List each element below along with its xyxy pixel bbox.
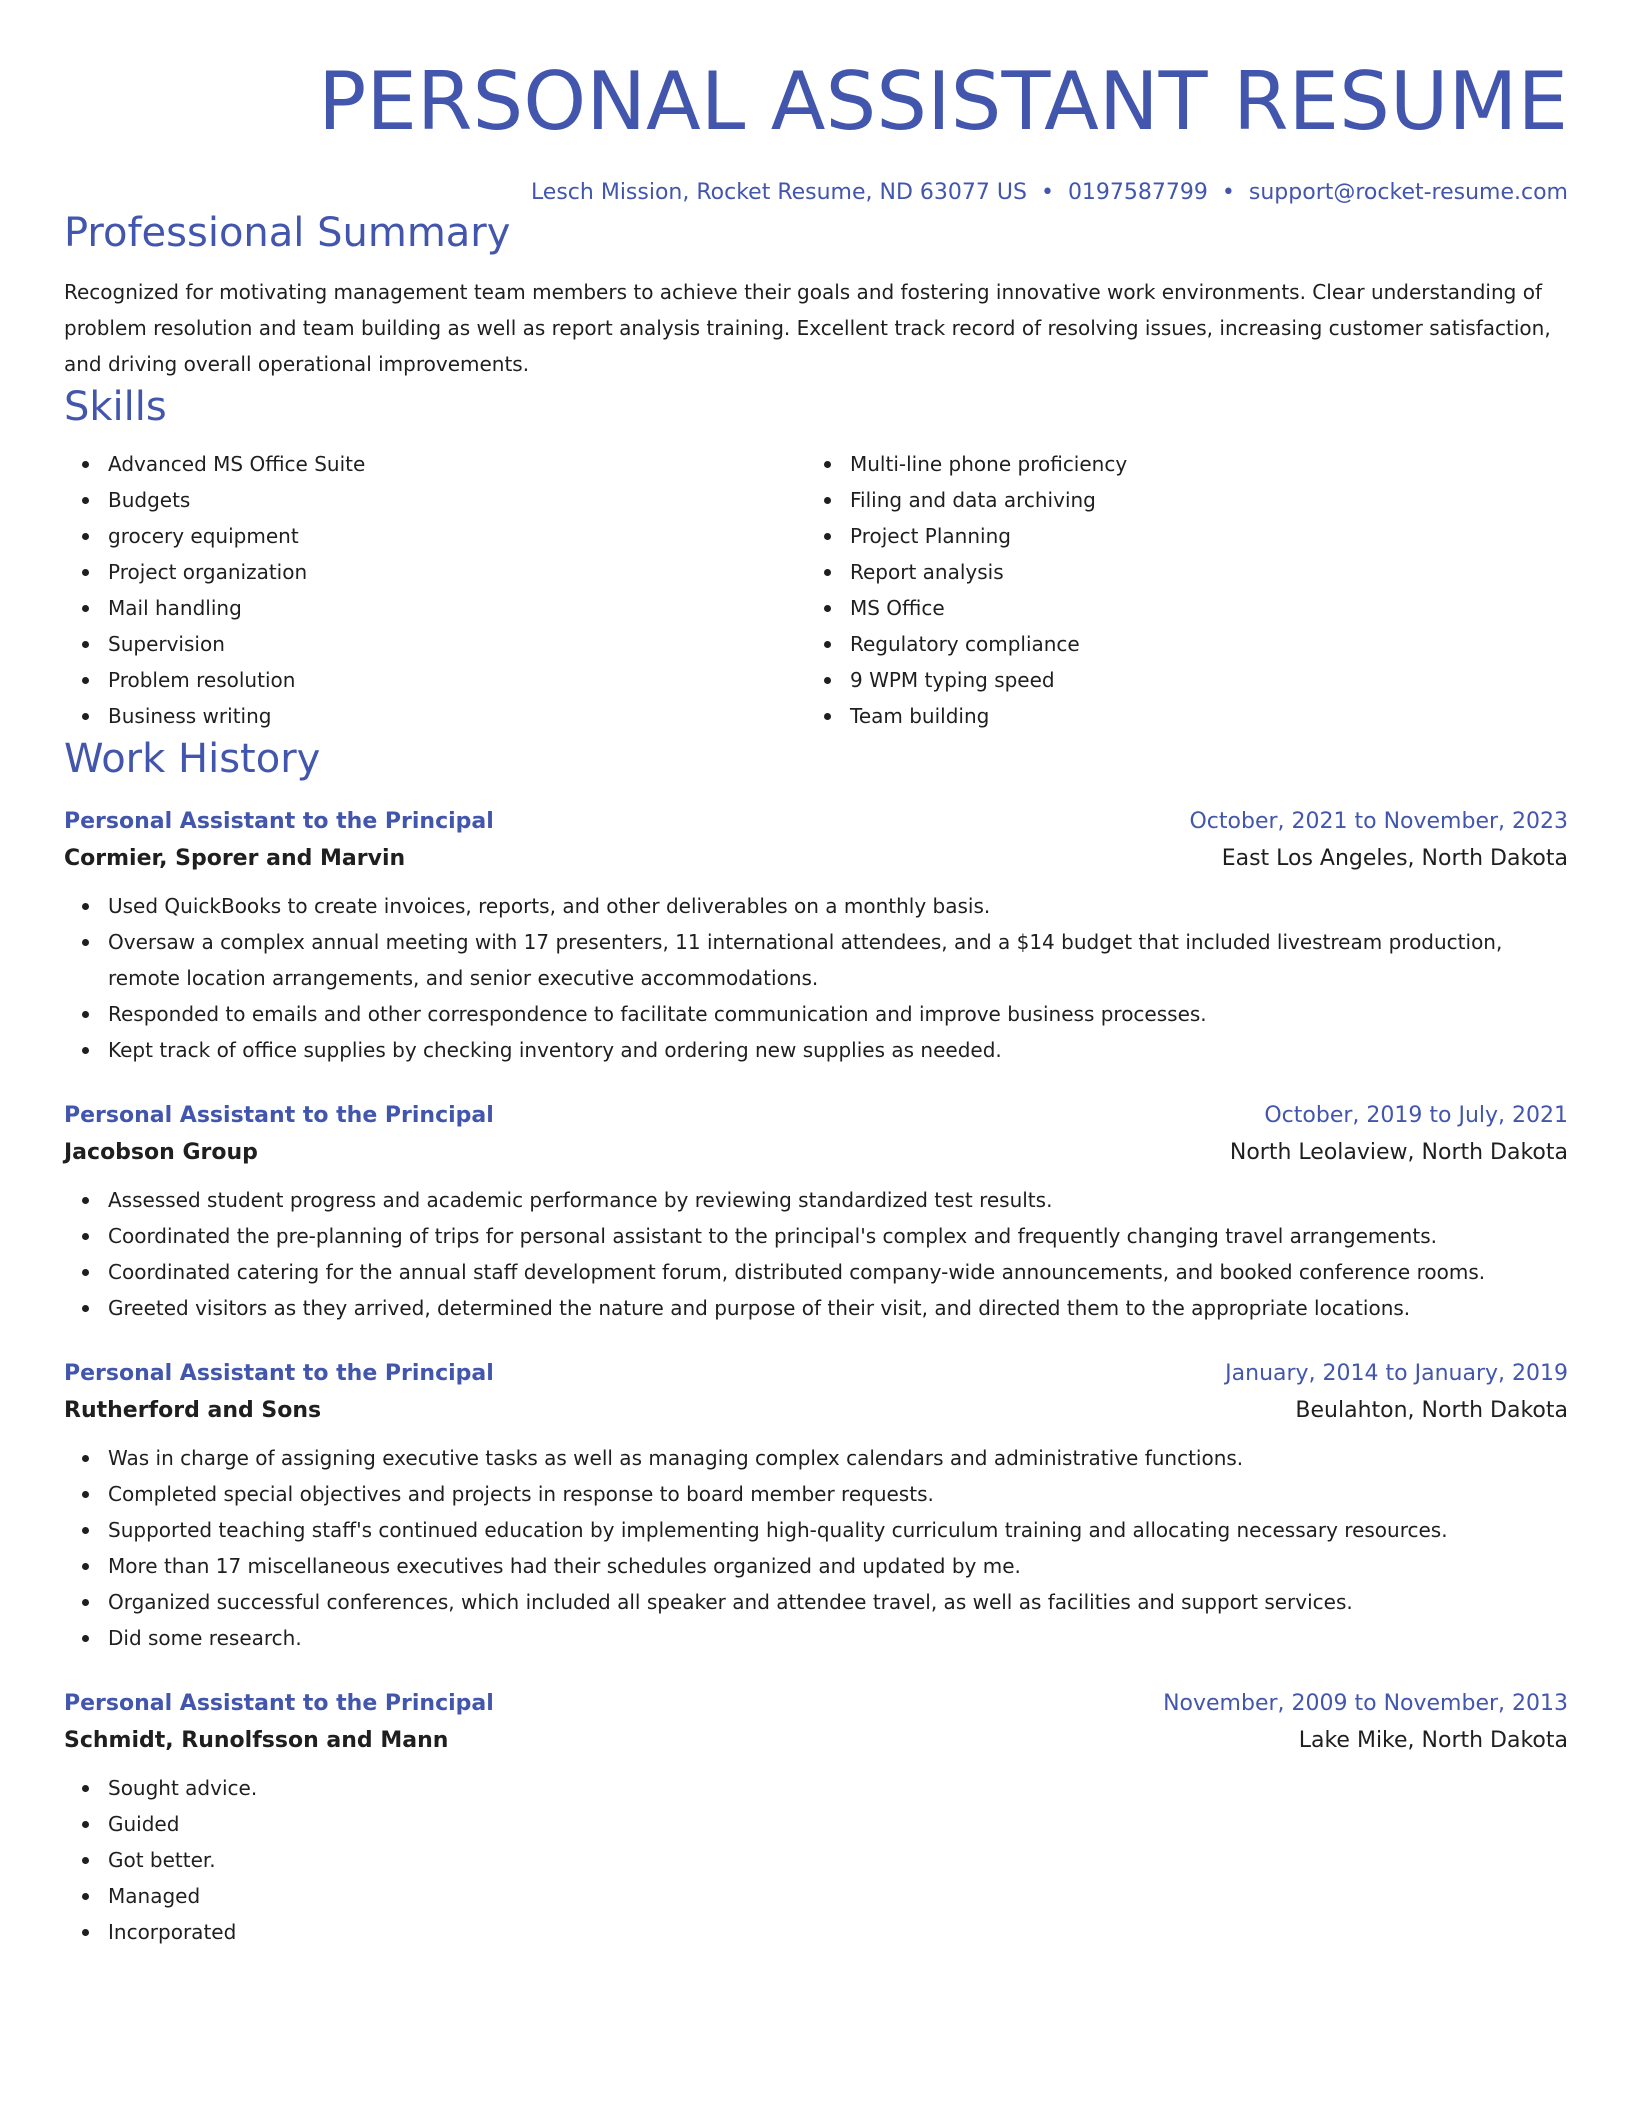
job-company: Rutherford and Sons (64, 1398, 322, 1423)
work-history-heading: Work History (64, 736, 321, 782)
job-header-row (64, 1098, 1568, 1134)
job-duty: Completed special objectives and projects in response to board member requests. (108, 1476, 1568, 1512)
job-entry (64, 1686, 1568, 1950)
bullet-separator: • (1040, 180, 1054, 205)
resume-page (64, 0, 1568, 1950)
job-duty: Assessed student progress and academic performance by reviewing standardized test results. (108, 1182, 1568, 1218)
bullet-separator: • (1221, 180, 1235, 205)
job-duty: Guided (108, 1806, 1568, 1842)
skills-list-left (64, 446, 806, 734)
skill-item: Filing and data archiving (850, 482, 1548, 518)
job-title: Personal Assistant to the Principal (64, 1103, 494, 1128)
job-duty: Oversaw a complex annual meeting with 17 presenters, 11 international attendees, and a $14 budget that included livestream production, remote location arrangements, and senior executive accommodations. (108, 924, 1568, 996)
job-dates: October, 2021 to November, 2023 (1189, 809, 1568, 834)
skill-item: Business writing (108, 698, 806, 734)
job-company: Cormier, Sporer and Marvin (64, 846, 406, 871)
skill-item: Budgets (108, 482, 806, 518)
job-duty: Organized successful conferences, which included all speaker and attendee travel, as well as facilities and support services. (108, 1584, 1568, 1620)
contact-address: Lesch Mission, Rocket Resume, ND 63077 US (530, 180, 1027, 205)
contact-line (64, 178, 1568, 208)
job-entry (64, 1098, 1568, 1326)
job-company: Jacobson Group (64, 1140, 258, 1165)
summary-heading: Professional Summary (64, 210, 511, 256)
job-duty: Incorporated (108, 1914, 1568, 1950)
job-title: Personal Assistant to the Principal (64, 1691, 494, 1716)
job-company-row (64, 1134, 1568, 1172)
skills-columns (64, 446, 1568, 734)
job-location: East Los Angeles, North Dakota (1221, 846, 1568, 871)
job-dates: November, 2009 to November, 2013 (1163, 1691, 1568, 1716)
job-duty: Responded to emails and other correspondence to facilitate communication and improve business processes. (108, 996, 1568, 1032)
job-header-row (64, 1686, 1568, 1722)
skill-item: grocery equipment (108, 518, 806, 554)
skill-item: Project Planning (850, 518, 1548, 554)
skill-item: Supervision (108, 626, 806, 662)
job-dates: January, 2014 to January, 2019 (1225, 1361, 1568, 1386)
job-header-row (64, 804, 1568, 840)
job-duty: Greeted visitors as they arrived, determined the nature and purpose of their visit, and directed them to the appropriate locations. (108, 1290, 1568, 1326)
job-duty: Coordinated catering for the annual staff development forum, distributed company-wide announcements, and booked conference rooms. (108, 1254, 1568, 1290)
job-company-row (64, 840, 1568, 878)
resume-title: PERSONAL ASSISTANT RESUME (318, 55, 1568, 148)
job-duties-list (64, 1182, 1568, 1326)
job-dates: October, 2019 to July, 2021 (1264, 1103, 1568, 1128)
job-duties-list (64, 1440, 1568, 1656)
skill-item: Multi-line phone proficiency (850, 446, 1548, 482)
contact-email[interactable]: support@rocket-resume.com (1248, 180, 1568, 205)
skill-item: Report analysis (850, 554, 1548, 590)
job-title: Personal Assistant to the Principal (64, 809, 494, 834)
job-duties-list (64, 888, 1568, 1068)
skills-heading: Skills (64, 384, 167, 430)
job-location: Lake Mike, North Dakota (1298, 1728, 1568, 1753)
job-duty: Managed (108, 1878, 1568, 1914)
job-company-row (64, 1722, 1568, 1760)
skill-item: MS Office (850, 590, 1548, 626)
skill-item: Problem resolution (108, 662, 806, 698)
job-duty: Sought advice. (108, 1770, 1568, 1806)
job-location: Beulahton, North Dakota (1295, 1398, 1568, 1423)
skill-item: Regulatory compliance (850, 626, 1548, 662)
skill-item: Mail handling (108, 590, 806, 626)
job-duty: More than 17 miscellaneous executives had their schedules organized and updated by me. (108, 1548, 1568, 1584)
job-location: North Leolaview, North Dakota (1229, 1140, 1568, 1165)
contact-phone: 0197587799 (1067, 180, 1208, 205)
skills-list-right (806, 446, 1548, 734)
skill-item: Team building (850, 698, 1548, 734)
job-duty: Was in charge of assigning executive tasks as well as managing complex calendars and administrative functions. (108, 1440, 1568, 1476)
job-duty: Did some research. (108, 1620, 1568, 1656)
summary-text: Recognized for motivating management team members to achieve their goals and fostering innovative work environments. Clear understanding of problem resolution and team building as well as report analysis training. Excellent track record of resolving issues, increasing customer satisfaction, and driving overall operational improvements. (64, 280, 1551, 376)
job-entry (64, 804, 1568, 1068)
job-duty: Kept track of office supplies by checking inventory and ordering new supplies as needed. (108, 1032, 1568, 1068)
job-duty: Coordinated the pre-planning of trips for personal assistant to the principal's complex and frequently changing travel arrangements. (108, 1218, 1568, 1254)
skill-item: Project organization (108, 554, 806, 590)
job-header-row (64, 1356, 1568, 1392)
skill-item: 9 WPM typing speed (850, 662, 1548, 698)
job-company-row (64, 1392, 1568, 1430)
job-duties-list (64, 1770, 1568, 1950)
job-duty: Supported teaching staff's continued education by implementing high-quality curriculum training and allocating necessary resources. (108, 1512, 1568, 1548)
job-duty: Used QuickBooks to create invoices, reports, and other deliverables on a monthly basis. (108, 888, 1568, 924)
skill-item: Advanced MS Office Suite (108, 446, 806, 482)
job-title: Personal Assistant to the Principal (64, 1361, 494, 1386)
job-entry (64, 1356, 1568, 1656)
job-duty: Got better. (108, 1842, 1568, 1878)
job-company: Schmidt, Runolfsson and Mann (64, 1728, 449, 1753)
